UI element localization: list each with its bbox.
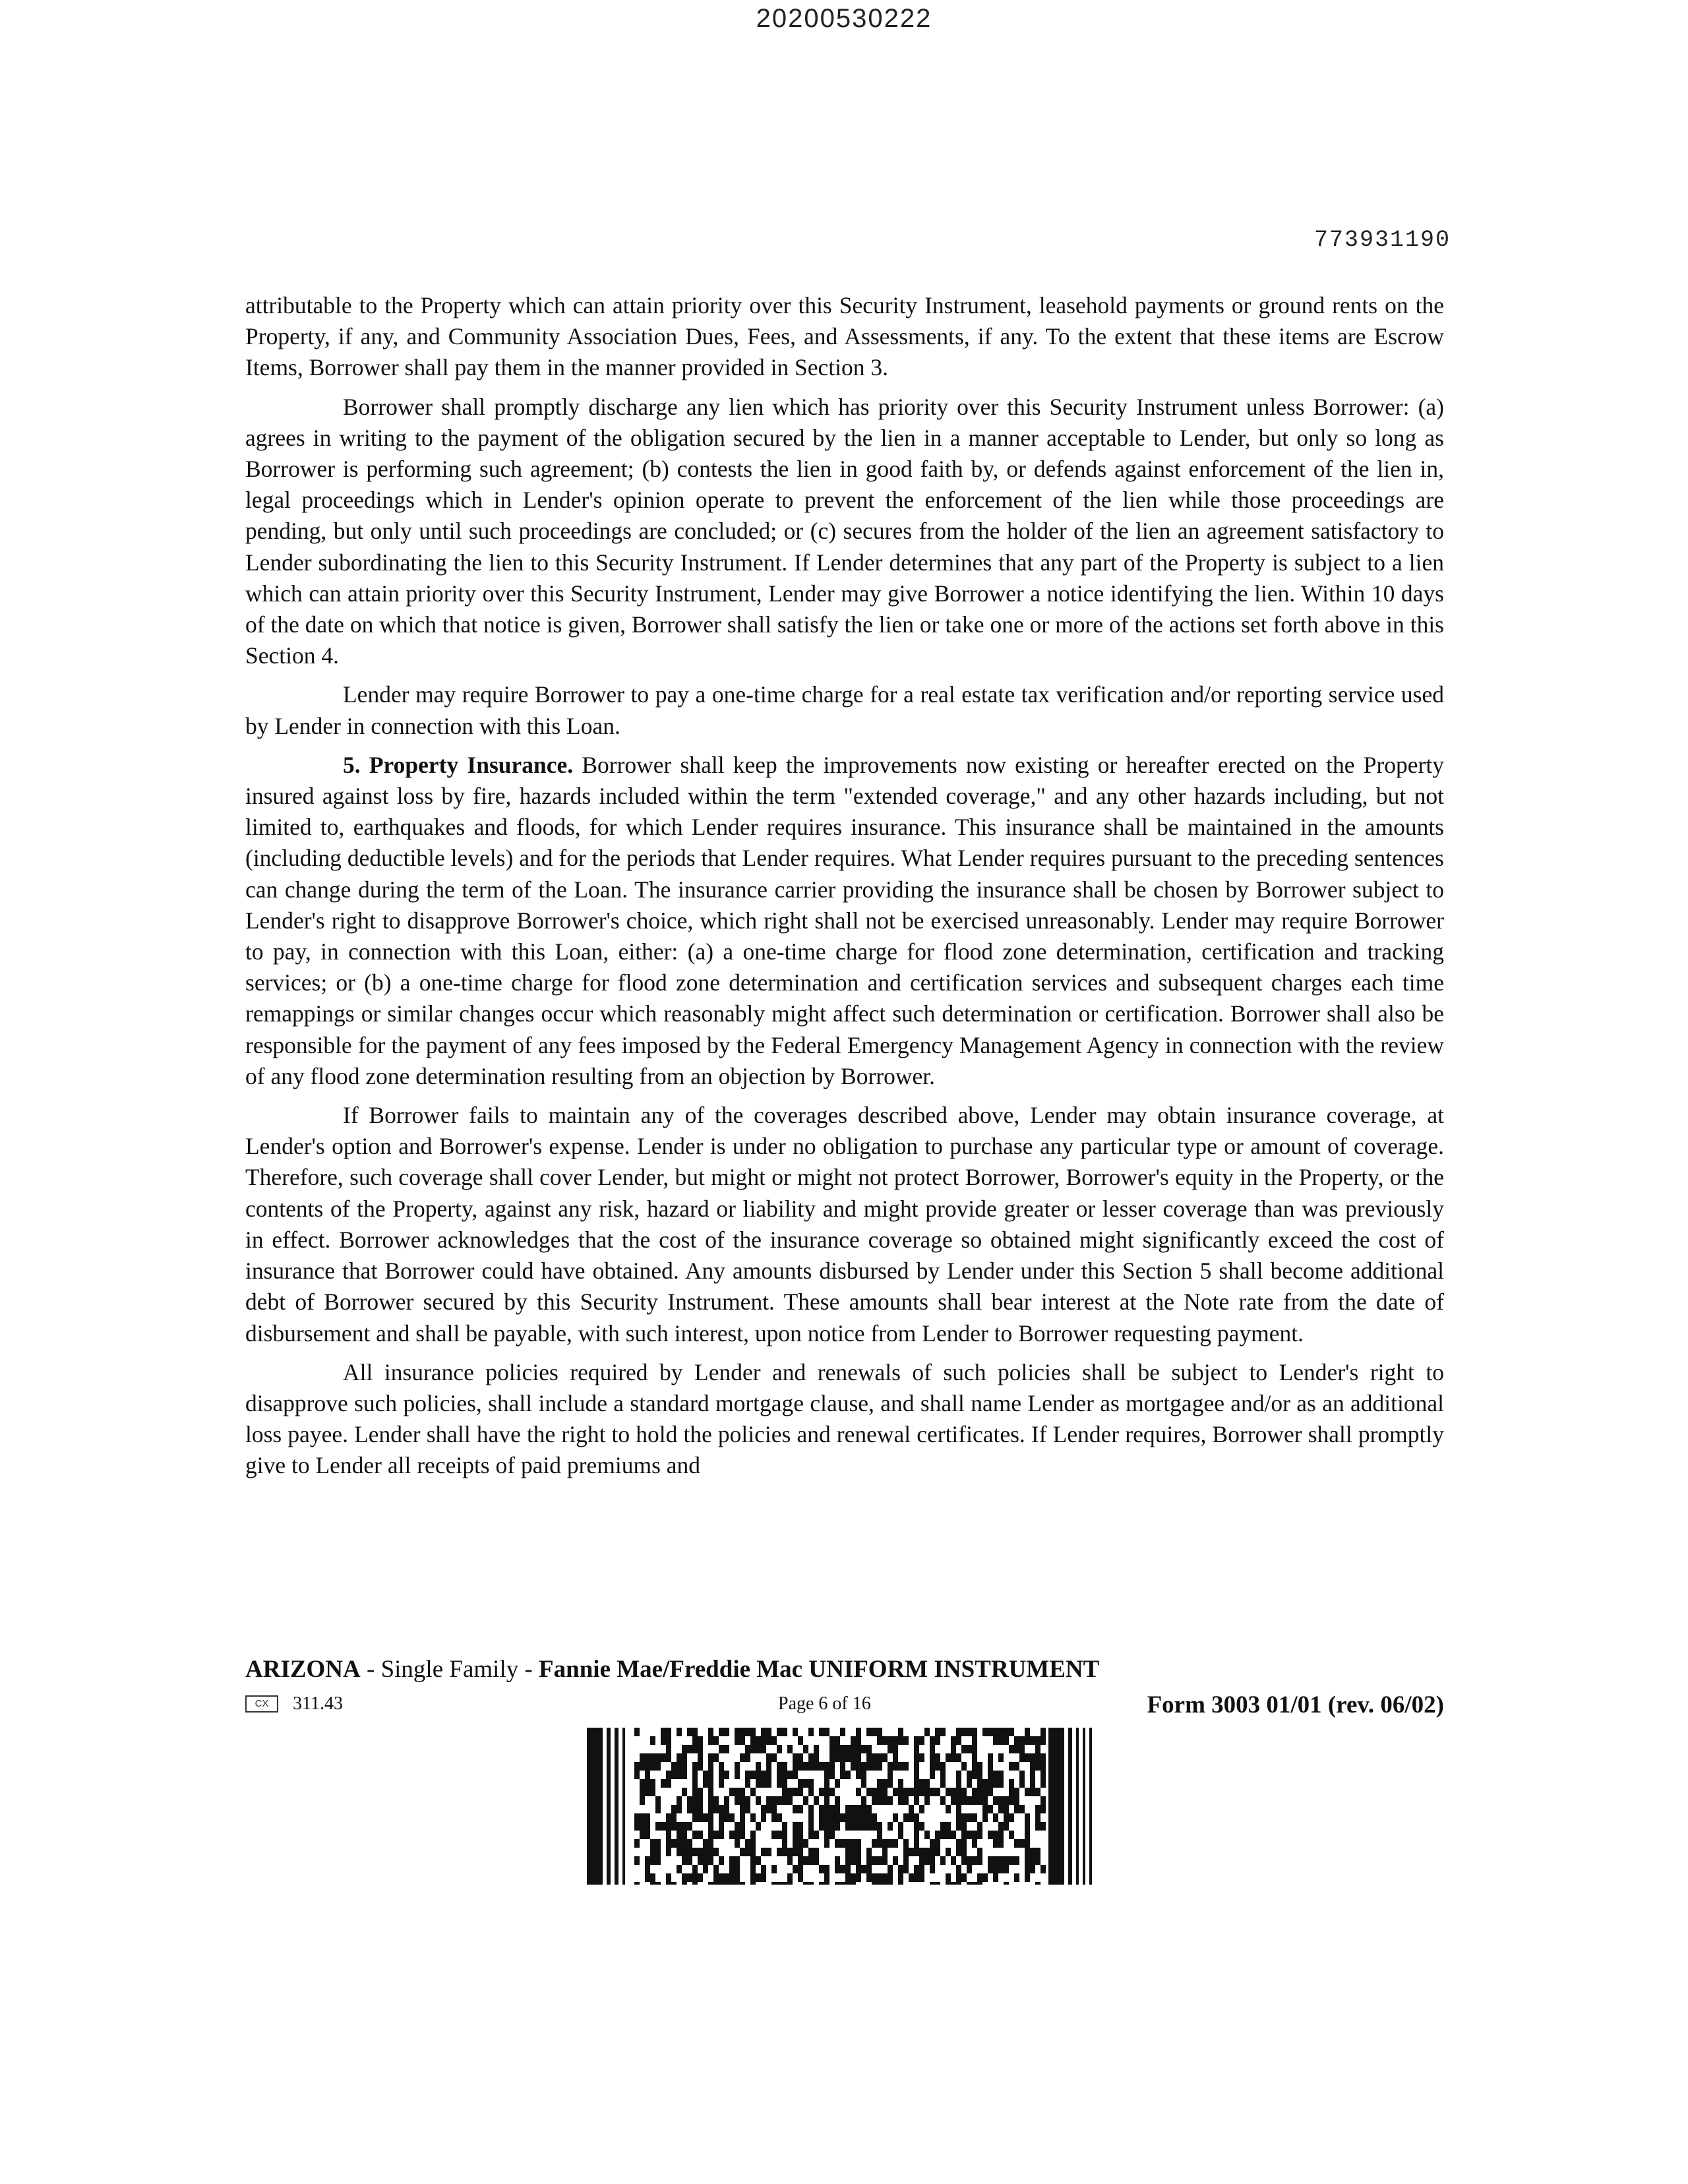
paragraph-tax-verification: Lender may require Borrower to pay a one-time charge for a real estate tax verification and/or reporting service used by Lender in connection with this Loan. xyxy=(245,681,1444,739)
form-state: ARIZONA xyxy=(245,1656,361,1683)
form-footer-row xyxy=(245,1693,1444,1726)
paragraph-property-insurance-text: Borrower shall keep the improvements now existing or hereafter erected on the Property insured against loss by fire, hazards included within the term "extended coverage," and any other hazards including, but not limited to, earthquakes and floods, for which Lender requires insurance. This insurance shall be maintained in the amounts (including deductible levels) and for the periods that Lender requires. What Lender requires pursuant to the preceding sentences can change during the term of the Loan. The insurance carrier providing the insurance shall be chosen by Borrower subject to Lender's right to disapprove Borrower's choice, which right shall not be exercised unreasonably. Lender may require Borrower to pay, in connection with this Loan, either: (a) a one-time charge for flood zone determination, certification and tracking services; or (b) a one-time charge for flood zone determination and certification services and subsequent charges each time remappings or similar changes occur which reasonably might affect such determination or certification. Borrower shall also be responsible for the payment of any fees imposed by the Federal Emergency Management Agency in connection with the review of any flood zone determination resulting from an objection by Borrower. xyxy=(245,751,1444,1089)
barcode-icon xyxy=(587,1728,1095,1885)
form-type: - Single Family - xyxy=(360,1656,539,1683)
document-body xyxy=(245,290,1444,1490)
page-indicator: Page 6 of 16 xyxy=(778,1693,871,1714)
paragraph-lien-discharge: Borrower shall promptly discharge any lien which has priority over this Security Instrument unless Borrower: (a) agrees in writing to the payment of the obligation secured by the lien in a manner acceptable to Lender, but only so long as Borrower is performing such agreement; (b) contests the lien in good faith by, or defends against enforcement of the lien in, legal proceedings which in Lender's opinion operate to prevent the enforcement of the lien while those proceedings are pending, but only until such proceedings are concluded; or (c) secures from the holder of the lien an agreement satisfactory to Lender subordinating the lien to this Security Instrument. If Lender determines that any part of the Property is subject to a lien which can attain priority over this Security Instrument, Lender may give Borrower a notice identifying the lien. Within 10 days of the date on which that notice is given, Borrower shall satisfy the lien or take one or more of the actions set forth above in this Section 4. xyxy=(245,393,1444,669)
section-heading-property-insurance: 5. Property Insurance. xyxy=(343,751,574,778)
form-title xyxy=(245,1655,1099,1684)
paragraph-property-insurance xyxy=(245,750,1444,1092)
loan-number: 773931190 xyxy=(1313,227,1451,253)
paragraph-property-charges-cont: attributable to the Property which can attain priority over this Security Instrument, leasehold payments or ground rents on the Property, if any, and Community Association Dues, Fees, and Assessments, if any. To the extent that these items are Escrow Items, Borrower shall pay them in the manner provided in Section 3. xyxy=(245,292,1444,381)
form-number: Form 3003 01/01 (rev. 06/02) xyxy=(1147,1691,1444,1718)
vendor-code-number: 311.43 xyxy=(293,1693,343,1714)
recording-number: 20200530222 xyxy=(756,4,932,33)
paragraph-insurance-policies: All insurance policies required by Lender and renewals of such policies shall be subject to Lender's right to disapprove such policies, shall include a standard mortgage clause, and shall name Lender as mortgagee and/or as an additional loss payee. Lender shall have the right to hold the policies and renewal certificates. If Lender requires, Borrower shall promptly give to Lender all receipts of paid premiums and xyxy=(245,1358,1444,1479)
form-instrument: Fannie Mae/Freddie Mac UNIFORM INSTRUMENT xyxy=(539,1656,1100,1683)
vendor-logo-icon: CX xyxy=(245,1695,278,1713)
vendor-code xyxy=(245,1693,343,1714)
paragraph-failure-to-maintain: If Borrower fails to maintain any of the coverages described above, Lender may obtain insurance coverage, at Lender's option and Borrower's expense. Lender is under no obligation to purchase any particular type or amount of coverage. Therefore, such coverage shall cover Lender, but might or might not protect Borrower, Borrower's equity in the Property, or the contents of the Property, against any risk, hazard or liability and might provide greater or lesser coverage than was previously in effect. Borrower acknowledges that the cost of the insurance coverage so obtained might significantly exceed the cost of insurance that Borrower could have obtained. Any amounts disbursed by Lender under this Section 5 shall become additional debt of Borrower secured by this Security Instrument. These amounts shall bear interest at the Note rate from the date of disbursement and shall be payable, with such interest, upon notice from Lender to Borrower requesting payment. xyxy=(245,1102,1444,1347)
